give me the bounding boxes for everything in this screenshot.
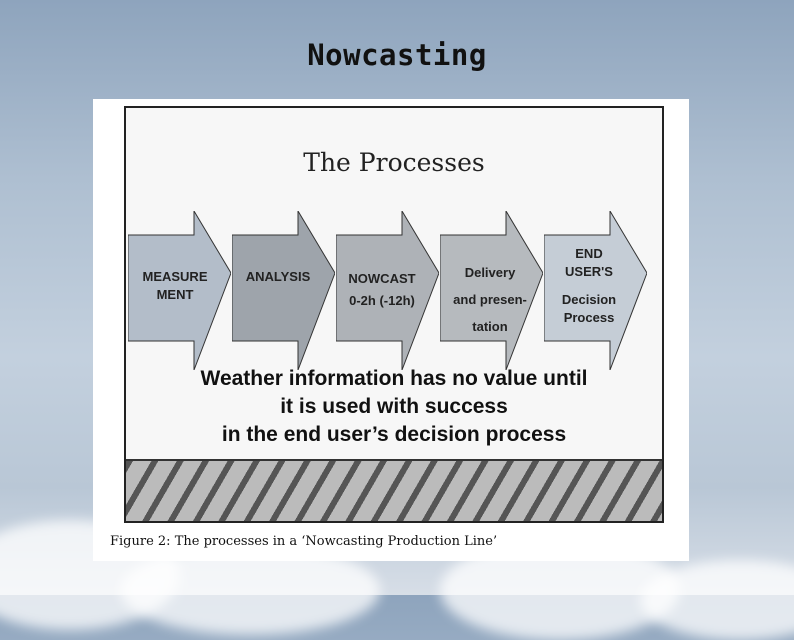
step-label-line: 0-2h (-12h) [349, 293, 415, 308]
step-label-line: Delivery [464, 265, 516, 280]
key-statement [126, 365, 662, 449]
step-label-line: USER'S [565, 264, 613, 279]
statement-line: it is used with success [280, 395, 508, 418]
figure-image [93, 99, 689, 561]
hatched-ground-band [126, 459, 662, 521]
step-label-line: ANALYSIS [245, 269, 311, 284]
process-arrow-end-user [544, 211, 647, 370]
step-label-line: Process [563, 310, 615, 325]
step-label-line: tation [472, 319, 508, 334]
step-label-line: END [575, 246, 603, 261]
slide-title: Nowcasting [307, 38, 487, 72]
step-label-line: MENT [156, 287, 194, 302]
process-arrow-nowcast [336, 211, 439, 370]
statement-line: in the end user’s decision process [221, 423, 567, 446]
step-label-line: and presen- [453, 292, 527, 307]
arrow-shape [232, 211, 335, 370]
process-arrow-measurement [128, 211, 231, 370]
figure-caption: Figure 2: The processes in a ‘Nowcasting Production Line’ [110, 534, 498, 549]
step-label-line: Decision [561, 292, 617, 307]
diagram-frame [124, 106, 664, 523]
step-label-line: NOWCAST [348, 271, 416, 286]
diagram-title: The Processes [303, 148, 485, 177]
statement-line: Weather information has no value until [200, 367, 588, 390]
step-label-line: MEASURE [142, 269, 208, 284]
process-arrow-delivery [440, 211, 543, 370]
process-arrow-analysis [232, 211, 335, 370]
